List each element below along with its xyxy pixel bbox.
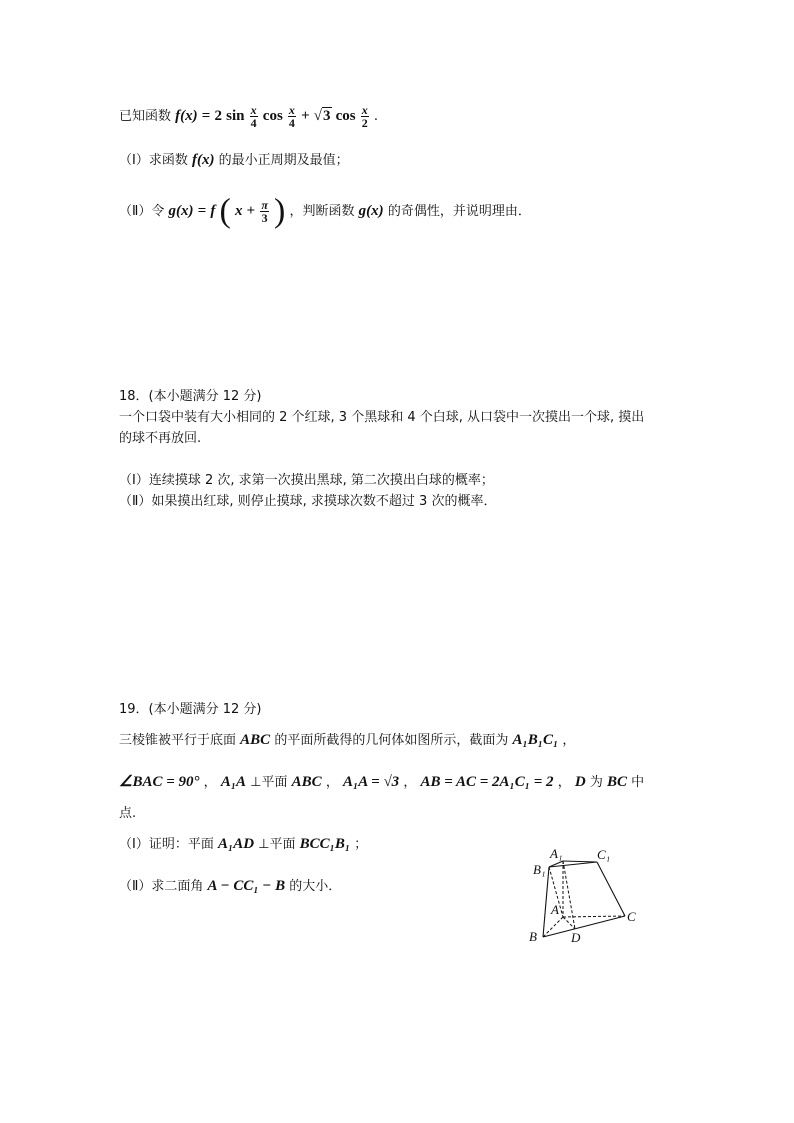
edge-c1-c	[597, 862, 625, 916]
frac-numerator: x	[250, 103, 257, 117]
q19-line2	[119, 772, 644, 793]
q17-cos-1: cos	[262, 108, 283, 124]
label-a1: A₁	[550, 846, 563, 861]
q17-part2-rest: 的奇偶性，并说明理由．	[387, 204, 531, 219]
q19-line1	[119, 730, 575, 751]
label-b1: B₁	[533, 862, 546, 877]
q17-intro	[119, 104, 378, 129]
q17-frac-x-over-4-b	[288, 104, 296, 129]
label-c1: C₁	[597, 847, 611, 862]
q18-line2: 的球不再放回.	[119, 431, 202, 446]
q19-part1-b: ⊥平面	[258, 837, 296, 852]
q17-eq-2: =	[197, 203, 207, 219]
frac-denominator: 3	[261, 211, 268, 225]
q19-part1-end: ；	[354, 837, 368, 852]
q18-part2: （Ⅱ）如果摸出红球, 则停止摸球, 求摸球次数不超过 3 次的概率．	[119, 494, 497, 509]
frustum-figure	[525, 845, 655, 950]
q19-line3: 点.	[119, 806, 137, 821]
sqrt-radicand: 3	[323, 108, 331, 124]
label-a: A	[551, 902, 559, 917]
q19-mid: 为	[589, 775, 603, 790]
q17-part2-label: （Ⅱ）令	[119, 204, 165, 219]
left-paren: (	[219, 192, 231, 230]
q17-part2-func: g(x)	[358, 203, 384, 219]
edge-a-d	[563, 917, 575, 929]
edge-a1-c1	[563, 861, 597, 862]
q19-part2-expr: A − CC₁ − B	[207, 878, 286, 894]
edge-b1-b	[543, 867, 549, 937]
q19-part1-a: （Ⅰ）证明：平面	[119, 837, 214, 852]
q19-sep1: ，	[203, 775, 217, 790]
q19-line2-end: 中	[631, 775, 645, 790]
q19-heading: 19．(本小题满分 12 分)	[119, 702, 262, 717]
q17-f-name: f	[210, 203, 216, 219]
q17-part1-func: f(x)	[191, 152, 215, 168]
q17-sin: sin	[226, 108, 245, 124]
q17-frac-x-over-2	[361, 104, 369, 129]
q17-plus-2: +	[246, 203, 256, 219]
q18-part1: （Ⅰ）连续摸球 2 次, 求第一次摸出黑球, 第二次摸出白球的概率；	[119, 473, 494, 488]
q19-line1-a: 三棱锥被平行于底面	[119, 733, 237, 748]
q19-ab-eq: AB = AC = 2A₁C₁ = 2	[420, 774, 554, 790]
q17-part1-label: （Ⅰ）求函数	[119, 153, 188, 168]
frac-numerator: x	[288, 103, 295, 117]
q19-a1a: A₁A	[220, 774, 247, 790]
q17-part1-rest: 的最小正周期及最值；	[218, 153, 349, 168]
q17-frac-x-over-4	[250, 104, 258, 129]
q17-g-of-x: g(x)	[168, 203, 194, 219]
q17-part2-mid: ，判断函数	[289, 204, 355, 219]
q17-coef: 2	[214, 108, 222, 124]
label-c: C	[627, 909, 636, 924]
label-b: B	[529, 929, 537, 944]
q17-plus: +	[301, 108, 310, 124]
q18-line1: 一个口袋中装有大小相同的 2 个红球, 3 个黑球和 4 个白球, 从口袋中一次摸出一个球, 摸出	[119, 410, 645, 425]
q19-line1-abc: ABC	[240, 732, 271, 748]
q19-d: D	[574, 774, 586, 790]
q19-a1a-eq: A₁A = √3	[342, 774, 400, 790]
q17-part1	[119, 150, 349, 171]
q19-part2-a: （Ⅱ）求二面角	[119, 879, 204, 894]
frac-denominator: 4	[250, 116, 257, 130]
q17-intro-prefix: 已知函数	[119, 109, 172, 124]
q18-heading: 18．(本小题满分 12 分)	[119, 389, 262, 404]
q19-sep3: ，	[403, 775, 417, 790]
q19-part1	[119, 834, 367, 855]
q17-cos-2: cos	[335, 108, 356, 124]
q17-f-of-x: f(x)	[175, 108, 198, 124]
q19-part1-bcc1b1: BCC₁B₁	[299, 836, 351, 852]
q19-part2	[119, 876, 341, 897]
q19-line1-end: ，	[562, 733, 576, 748]
q19-part1-a1ad: A₁AD	[217, 836, 255, 852]
q17-frac-pi-over-3	[260, 199, 269, 224]
q19-sep4: ，	[557, 775, 571, 790]
q17-period: .	[373, 109, 379, 124]
right-paren: )	[274, 192, 286, 230]
q17-part2	[119, 192, 531, 230]
frac-numerator: x	[361, 103, 368, 117]
q19-perp: ⊥平面	[250, 775, 288, 790]
q19-sep2: ，	[325, 775, 339, 790]
frac-denominator: 2	[361, 116, 368, 130]
q19-abc: ABC	[291, 774, 322, 790]
q17-sqrt: √3	[313, 108, 331, 124]
edge-b-c	[543, 916, 625, 937]
q19-line1-a1b1c1: A₁B₁C₁	[512, 732, 559, 748]
q17-arg-x: x	[235, 203, 243, 219]
q17-eq: =	[201, 108, 211, 124]
q19-part2-end: 的大小．	[289, 879, 342, 894]
q19-line1-b: 的平面所截得的几何体如图所示，截面为	[274, 733, 509, 748]
frac-numerator: π	[261, 198, 268, 212]
frac-denominator: 4	[288, 116, 295, 130]
label-d: D	[571, 930, 581, 945]
q19-angle: ∠BAC = 90°	[119, 774, 200, 790]
q19-bc: BC	[607, 774, 628, 790]
